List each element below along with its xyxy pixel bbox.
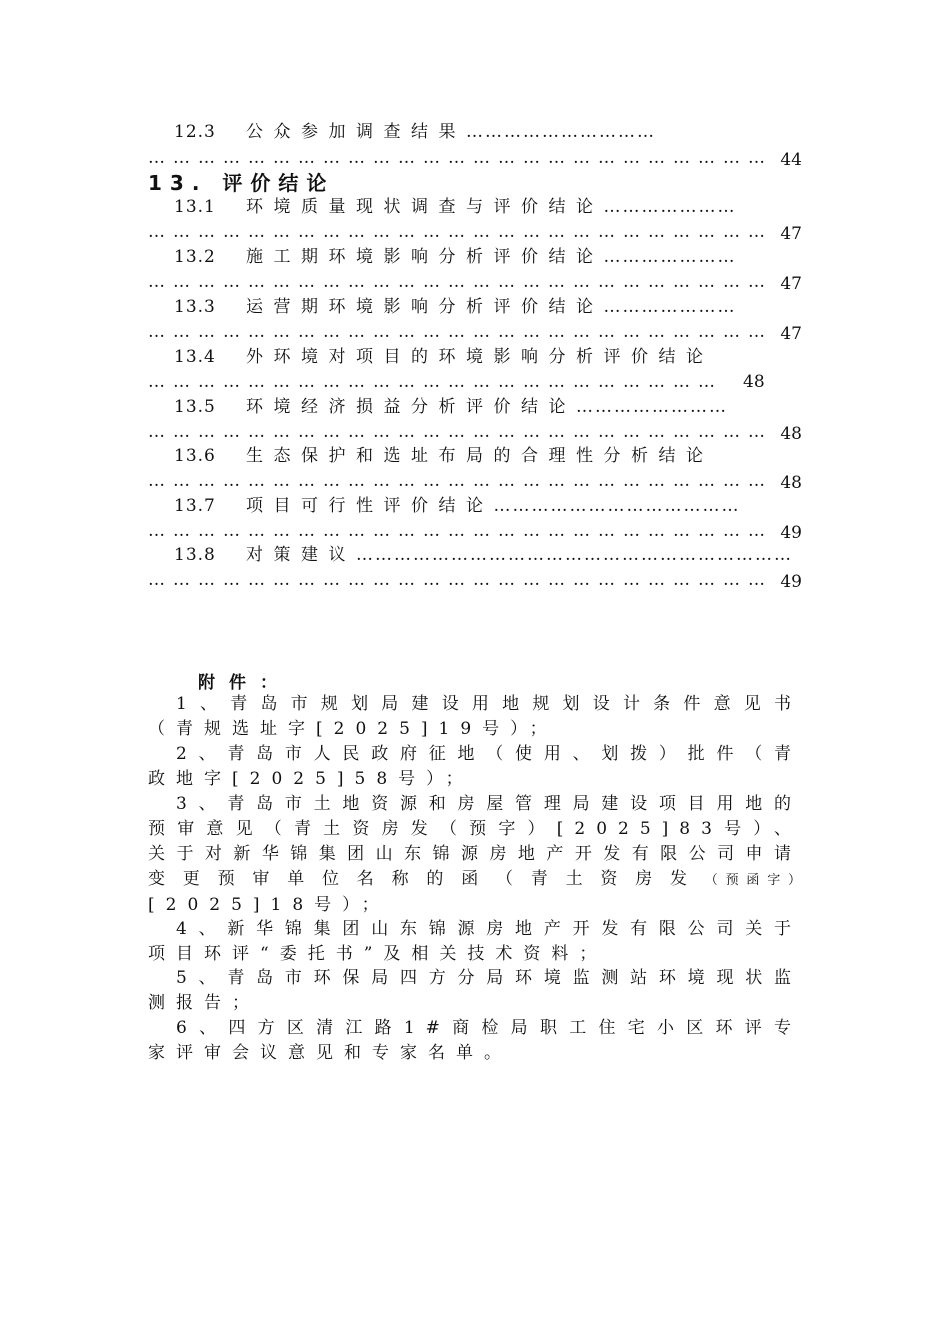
toc-entry-12-3[interactable] <box>148 120 802 144</box>
toc-leaders: …………………… <box>576 397 728 417</box>
toc-title: 对策建议 <box>246 545 356 565</box>
toc-number: 13.4 <box>174 347 216 367</box>
appendix-item-4 <box>148 917 802 967</box>
toc-title: 施工期环境影响分析评价结论 <box>246 247 604 267</box>
toc-number: 13.7 <box>174 496 216 516</box>
section-heading: 13. 评价结论 <box>148 171 335 195</box>
toc-title: 项目可行性评价结论 <box>246 496 494 516</box>
toc-continuation: ………………………………………………………………… 49 <box>148 521 802 543</box>
appendix-item-3 <box>148 792 802 918</box>
appendix-title: 附件： <box>198 673 291 693</box>
toc-entry-13-5[interactable] <box>148 395 802 419</box>
toc-continuation: …………………………………………………………… 48 <box>148 372 765 392</box>
toc-leaders: ………………………… <box>466 122 656 142</box>
toc-number: 13.5 <box>174 397 216 417</box>
toc-title: 环境质量现状调查与评价结论 <box>246 197 604 217</box>
appendix-item-6 <box>148 1016 802 1066</box>
appendix-item-text: 5、青岛市环保局四方分局环境监测站环境现状监测报告； <box>148 968 802 1013</box>
appendix-item-text: [2025]18号）； <box>148 895 390 915</box>
appendix-item-text-small: （预函字） <box>704 873 802 888</box>
toc-title: 生态保护和选址布局的合理性分析结论 <box>246 446 714 466</box>
appendix-item-5 <box>148 966 802 1016</box>
toc-continuation: ………………………………………………………………… 44 <box>148 148 802 170</box>
toc-title: 运营期环境影响分析评价结论 <box>246 297 604 317</box>
toc-continuation: ………………………………………………………………… 47 <box>148 272 802 294</box>
toc-title: 公众参加调查结果 <box>246 122 466 142</box>
toc-number: 13.3 <box>174 297 216 317</box>
toc-page-number: 47 <box>780 274 802 294</box>
toc-number: 13.1 <box>174 197 216 217</box>
toc-title: 外环境对项目的环境影响分析评价结论 <box>246 347 714 367</box>
toc-leaders: …………………………………………………………… <box>356 545 793 565</box>
appendix-item-2 <box>148 742 802 792</box>
toc-page-number: 44 <box>780 150 802 170</box>
appendix-item-1 <box>148 692 802 742</box>
toc-leaders: ………………… <box>603 247 737 267</box>
toc-entry-13-3[interactable] <box>148 295 802 319</box>
toc-page-number: 47 <box>780 224 802 244</box>
toc-number: 12.3 <box>174 122 216 142</box>
toc-page-number: 49 <box>780 572 802 592</box>
toc-continuation: ………………………………………………………………… 48 <box>148 471 802 493</box>
toc-entry-13-2[interactable] <box>148 245 802 269</box>
toc-title: 环境经济损益分析评价结论 <box>246 397 576 417</box>
toc-number: 13.6 <box>174 446 216 466</box>
toc-number: 13.8 <box>174 545 216 565</box>
toc-page-number: 48 <box>780 424 802 444</box>
appendix-item-text: 6、四方区清江路1#商检局职工住宅小区环评专家评审会议意见和专家名单。 <box>148 1018 802 1063</box>
toc-leaders: ………………… <box>603 297 737 317</box>
toc-leaders: ………………………………… <box>493 496 741 516</box>
appendix-item-text: 1、青岛市规划局建设用地规划设计条件意见书（青规选址字[2025]19号）； <box>148 694 802 739</box>
toc-page-number: 47 <box>780 324 802 344</box>
toc-entry-13-1[interactable] <box>148 195 802 219</box>
toc-leaders: ………………… <box>603 197 737 217</box>
toc-number: 13.2 <box>174 247 216 267</box>
toc-continuation: ………………………………………………………………… 48 <box>148 422 802 444</box>
toc-page-number: 49 <box>780 523 802 543</box>
appendix-item-text: 3、青岛市土地资源和房屋管理局建设项目用地的预审意见（青土资房发（预字）[2025]83号）、关于对新华锦集团山东锦源房地产开发有限公司申请变更预审单位名称的函（青土资房发 <box>148 794 802 889</box>
appendix-item-text: 2、青岛市人民政府征地（使用、划拨）批件（青政地字[2025]58号）； <box>148 744 802 789</box>
toc-continuation: ………………………………………………………………… 47 <box>148 222 802 244</box>
toc-entry-13-6[interactable] <box>148 444 802 468</box>
toc-page-number: 48 <box>743 372 765 392</box>
toc-page-number: 48 <box>780 473 802 493</box>
toc-entry-13-7[interactable] <box>148 494 802 518</box>
toc-entry-13-4[interactable] <box>148 345 802 369</box>
toc-continuation: ………………………………………………………………… 47 <box>148 322 802 344</box>
toc-continuation: ………………………………………………………………… 49 <box>148 570 802 592</box>
appendix-item-text: 4、新华锦集团山东锦源房地产开发有限公司关于项目环评“委托书”及相关技术资料； <box>148 919 802 964</box>
toc-entry-13-8[interactable] <box>148 543 802 567</box>
